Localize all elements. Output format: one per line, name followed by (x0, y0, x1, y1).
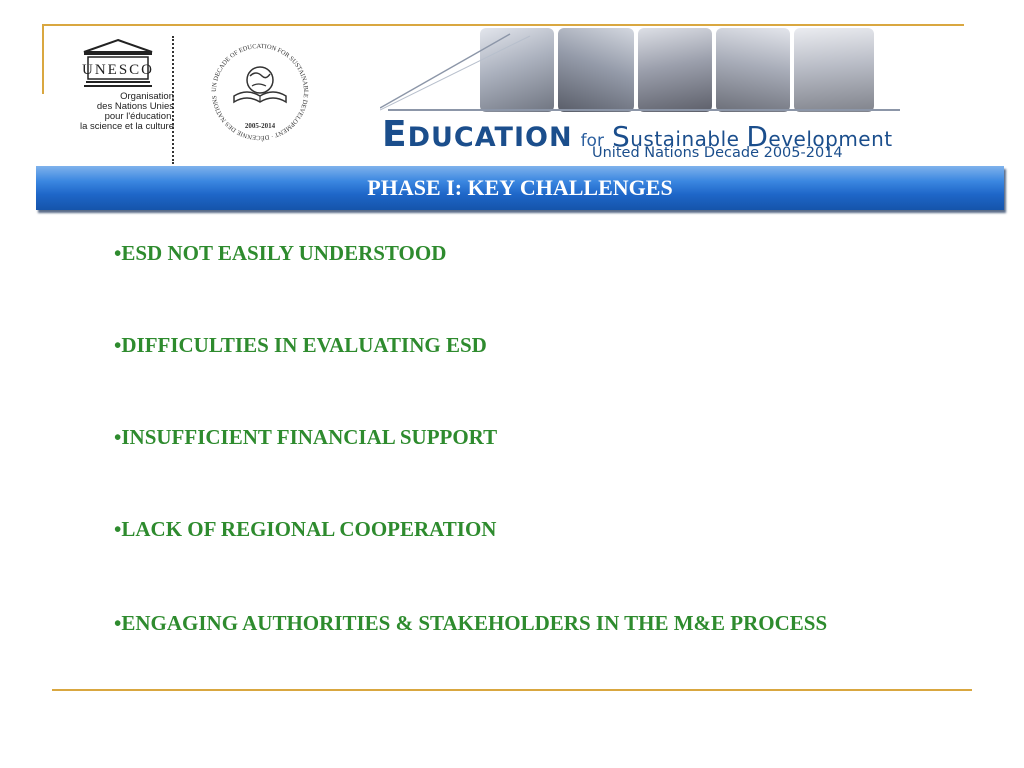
bullet-item: •ENGAGING AUTHORITIES & STAKEHOLDERS IN THE M&E PROCESS (114, 611, 828, 635)
logo-dotted-separator (172, 36, 174, 164)
unesco-caption-line: Organisation (120, 91, 174, 102)
bullet-item: •ESD NOT EASILY UNDERSTOOD (114, 241, 447, 265)
banner-for: for (580, 131, 604, 151)
slide-title-bar (36, 166, 1004, 210)
unesco-caption-line: des Nations Unies (96, 101, 174, 112)
education-initial: E (382, 114, 408, 155)
unesco-logo-text: UNESCO (82, 62, 154, 78)
bullet-item: •INSUFFICIENT FINANCIAL SUPPORT (114, 425, 498, 449)
left-divider-tick (42, 24, 44, 94)
slide-title: PHASE I: KEY CHALLENGES (367, 175, 673, 200)
unesco-caption-line: la science et la culture (80, 121, 174, 132)
sustainable-initial: S (611, 120, 631, 153)
unesco-caption-line: pour l'éducation, (104, 111, 174, 122)
seal-ring-text: UN DECADE OF EDUCATION FOR SUSTAINABLE DEVELOPMENT · DÉCENNIE DES NATIONS (210, 42, 310, 142)
globe-book-emblem-icon (204, 36, 316, 148)
seal-years: 2005-2014 (244, 122, 276, 130)
development-initial: D (746, 120, 769, 153)
bottom-divider-line (52, 689, 972, 691)
education-rest: DUCATION (407, 122, 573, 153)
unesco-temple-icon (82, 38, 154, 92)
unesco-caption (52, 92, 174, 132)
sustainable-rest: ustainable (630, 127, 740, 151)
unesco-logo (52, 34, 172, 144)
bullet-item: •LACK OF REGIONAL COOPERATION (114, 517, 497, 541)
bullet-item: •DIFFICULTIES IN EVALUATING ESD (114, 333, 487, 357)
banner-decade: United Nations Decade 2005-2014 (592, 145, 843, 161)
esd-banner (380, 26, 902, 162)
development-rest: evelopment (768, 127, 893, 151)
desd-seal-logo (204, 36, 316, 148)
